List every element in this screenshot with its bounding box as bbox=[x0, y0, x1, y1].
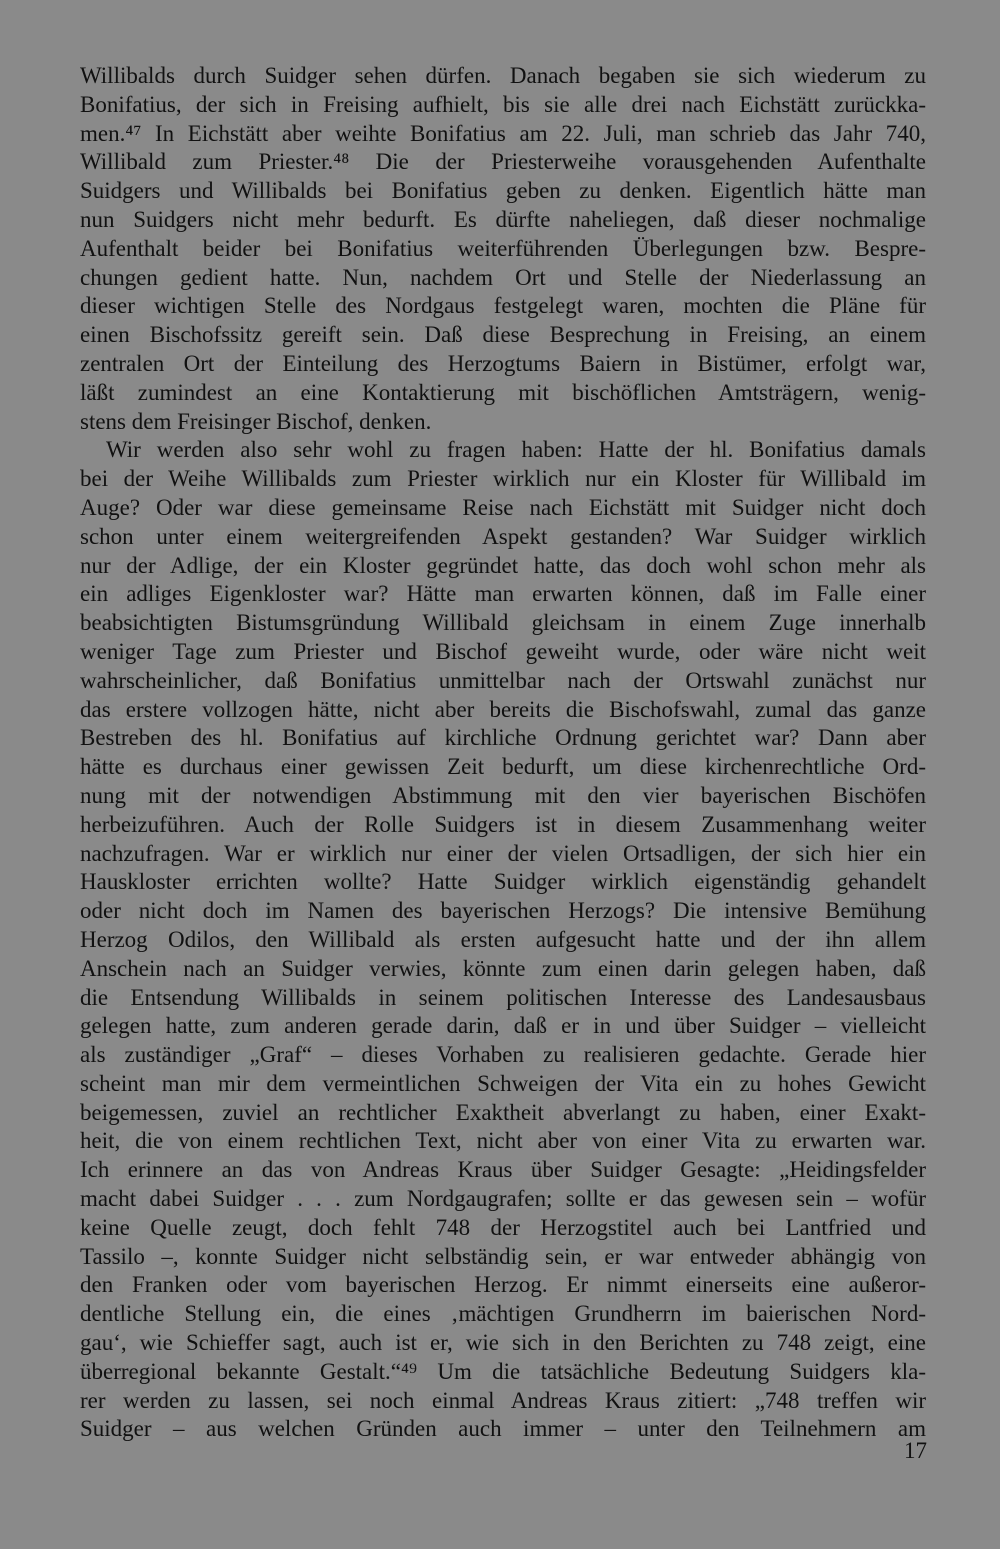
text-line: gelegen hatte, zum anderen gerade darin, daß er in und über Suidger – vielleicht bbox=[80, 1013, 926, 1039]
text-line: zentralen Ort der Einteilung des Herzogtums Baiern in Bistümer, erfolgt war, bbox=[80, 350, 926, 376]
text-line: Wir werden also sehr wohl zu fragen haben: Hatte der hl. Bonifatius damals bbox=[106, 437, 926, 463]
text-line: Willibald zum Priester.⁴⁸ Die der Priesterweihe vorausgehenden Aufenthalte bbox=[80, 149, 926, 175]
text-line: dentliche Stellung ein, die eines ‚mächtigen Grundherrn im baierischen Nord- bbox=[80, 1301, 926, 1327]
page-number: 17 bbox=[904, 1438, 927, 1463]
text-line: nun Suidgers nicht mehr bedurft. Es dürfte naheliegen, daß dieser nochmalige bbox=[80, 206, 926, 232]
text-line: Auge? Oder war diese gemeinsame Reise nach Eichstätt mit Suidger nicht doch bbox=[80, 494, 926, 520]
text-line: Anschein nach an Suidger verwies, könnte zum einen darin gelegen haben, daß bbox=[80, 955, 926, 981]
text-line: nachzufragen. War er wirklich nur einer der vielen Ortsadligen, der sich hier ein bbox=[80, 840, 926, 866]
text-line: Ich erinnere an das von Andreas Kraus über Suidger Gesagte: „Heidingsfelder bbox=[80, 1157, 926, 1183]
text-line: dieser wichtigen Stelle des Nordgaus festgelegt waren, mochten die Pläne für bbox=[80, 293, 926, 319]
text-line: wahrscheinlicher, daß Bonifatius unmittelbar nach der Ortswahl zunächst nur bbox=[80, 667, 926, 693]
text-line: den Franken oder vom bayerischen Herzog. Er nimmt einerseits eine außeror- bbox=[80, 1272, 926, 1298]
text-line: ein adliges Eigenkloster war? Hätte man erwarten können, daß im Falle einer bbox=[80, 581, 926, 607]
text-line: schon unter einem weitergreifenden Aspekt gestanden? War Suidger wirklich bbox=[80, 523, 926, 549]
text-line: Suidgers und Willibalds bei Bonifatius geben zu denken. Eigentlich hätte man bbox=[80, 178, 926, 204]
text-line: herbeizuführen. Auch der Rolle Suidgers ist in diesem Zusammenhang weiter bbox=[80, 811, 926, 837]
text-line: nur der Adlige, der ein Kloster gegründet hatte, das doch wohl schon mehr als bbox=[80, 552, 926, 578]
text-line: heit, die von einem rechtlichen Text, nicht aber von einer Vita zu erwarten war. bbox=[80, 1128, 926, 1154]
text-line: scheint man mir dem vermeintlichen Schweigen der Vita ein zu hohes Gewicht bbox=[80, 1070, 926, 1096]
text-line: Bonifatius, der sich in Freising aufhielt, bis sie alle drei nach Eichstätt zurückka- bbox=[80, 91, 926, 117]
text-line: Aufenthalt beider bei Bonifatius weiterführenden Überlegungen bzw. Bespre- bbox=[80, 235, 926, 261]
text-line: als zuständiger „Graf“ – dieses Vorhaben zu realisieren gedachte. Gerade hier bbox=[80, 1042, 926, 1068]
text-line: men.⁴⁷ In Eichstätt aber weihte Bonifatius am 22. Juli, man schrieb das Jahr 740, bbox=[80, 120, 926, 146]
text-line: macht dabei Suidger . . . zum Nordgaugrafen; sollte er das gewesen sein – wofür bbox=[80, 1186, 926, 1212]
text-line: gau‘, wie Schieffer sagt, auch ist er, wie sich in den Berichten zu 748 zeigt, eine bbox=[80, 1330, 926, 1356]
text-line: weniger Tage zum Priester und Bischof geweiht wurde, oder wäre nicht weit bbox=[80, 638, 926, 664]
text-line: beigemessen, zuviel an rechtlicher Exaktheit abverlangt zu haben, einer Exakt- bbox=[80, 1099, 926, 1125]
text-line: Tassilo –, konnte Suidger nicht selbständig sein, er war entweder abhängig von bbox=[80, 1243, 926, 1269]
text-line: chungen gedient hatte. Nun, nachdem Ort und Stelle der Niederlassung an bbox=[80, 264, 926, 290]
text-line: hätte es durchaus einer gewissen Zeit bedurft, um diese kirchenrechtliche Ord- bbox=[80, 754, 926, 780]
text-line: Willibalds durch Suidger sehen dürfen. Danach begaben sie sich wiederum zu bbox=[80, 63, 926, 88]
text-line: Suidger – aus welchen Gründen auch immer – unter den Teilnehmern am bbox=[80, 1416, 926, 1442]
text-line: Bestreben des hl. Bonifatius auf kirchliche Ordnung gerichtet war? Dann aber bbox=[80, 725, 926, 751]
text-line: das erstere vollzogen hätte, nicht aber bereits die Bischofswahl, zumal das ganze bbox=[80, 696, 926, 722]
text-line: Hauskloster errichten wollte? Hatte Suidger wirklich eigenständig gehandelt bbox=[80, 869, 926, 895]
text-line: einen Bischofssitz gereift sein. Daß diese Besprechung in Freising, an einem bbox=[80, 322, 926, 348]
text-line: beabsichtigten Bistumsgründung Willibald gleichsam in einem Zuge innerhalb bbox=[80, 610, 926, 636]
text-line: überregional bekannte Gestalt.“⁴⁹ Um die tatsächliche Bedeutung Suidgers kla- bbox=[80, 1358, 926, 1384]
text-line: nung mit der notwendigen Abstimmung mit den vier bayerischen Bischöfen bbox=[80, 782, 926, 808]
text-line: Herzog Odilos, den Willibald als ersten aufgesucht hatte und der ihn allem bbox=[80, 926, 926, 952]
body-text bbox=[80, 62, 926, 1444]
text-line: läßt zumindest an eine Kontaktierung mit bischöflichen Amtsträgern, wenig- bbox=[80, 379, 926, 405]
text-line: bei der Weihe Willibalds zum Priester wirklich nur ein Kloster für Willibald im bbox=[80, 466, 926, 492]
text-line: stens dem Freisinger Bischof, denken. bbox=[80, 408, 432, 434]
text-line: rer werden zu lassen, sei noch einmal Andreas Kraus zitiert: „748 treffen wir bbox=[80, 1387, 926, 1413]
text-line: oder nicht doch im Namen des bayerischen Herzogs? Die intensive Bemühung bbox=[80, 898, 926, 924]
text-line: die Entsendung Willibalds in seinem politischen Interesse des Landesausbaus bbox=[80, 984, 926, 1010]
text-line: keine Quelle zeugt, doch fehlt 748 der Herzogstitel auch bei Lantfried und bbox=[80, 1214, 926, 1240]
